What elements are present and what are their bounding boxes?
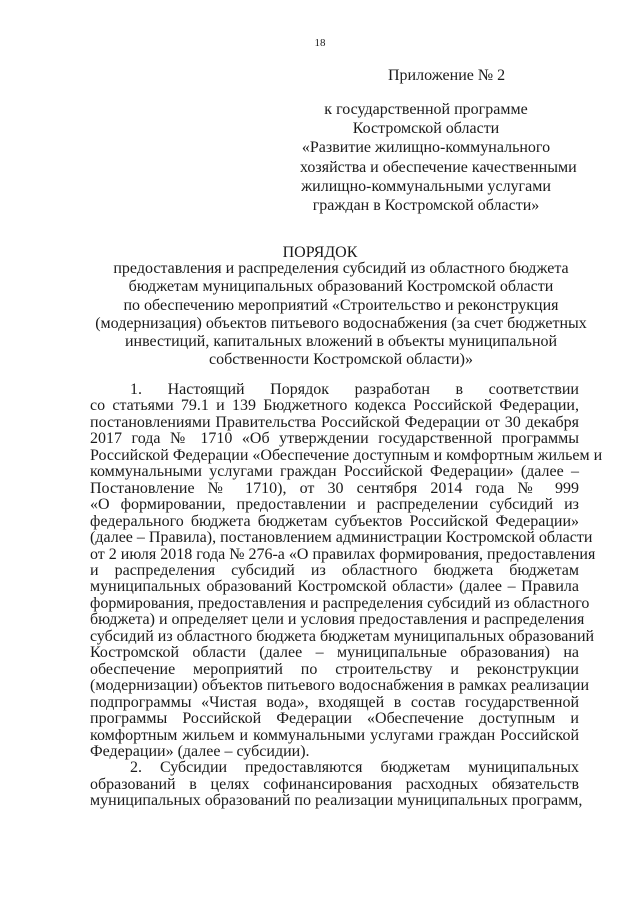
appendix-title: Приложение № 2	[388, 67, 506, 84]
body-line: бюджета) и определяет цели и условия предоставления и распределения	[90, 611, 585, 629]
subtitle-line: собственности Костромской области)»	[209, 351, 473, 369]
body-line: программы Российской Федерации «Обеспечение доступным и	[90, 710, 579, 728]
document-title: ПОРЯДОК	[282, 244, 358, 261]
body-line: «О формировании, предоставлении и распределении субсидий из	[90, 496, 579, 514]
body-line: муниципальных образований Костромской области» (далее – Правила	[90, 578, 579, 596]
body-line: подпрограммы «Чистая вода», входящей в состав государственной	[90, 693, 579, 711]
body-line: образований в целях софинансирования расходных обязательств	[90, 775, 579, 793]
body-line: муниципальных образований по реализации муниципальных программ,	[90, 792, 583, 810]
body-line: (далее – Правила), постановлением администрации Костромской области	[90, 529, 593, 547]
document-body	[90, 381, 603, 810]
subtitle-line: по обеспечению мероприятий «Строительство и реконструкция	[123, 296, 559, 314]
body-line: постановлениями Правительства Российской Федерации от 30 декабря	[90, 413, 579, 431]
body-line: федерального бюджета бюджетам субъектов Российской Федерации»	[90, 512, 579, 530]
subtitle-line: (модернизация) объектов питьевого водоснабжения (за счет бюджетных	[95, 314, 587, 332]
appendix-reference-line: «Развитие жилищно-коммунального	[301, 139, 551, 157]
body-line: и распределения субсидий из областного бюджета бюджетам	[90, 561, 579, 579]
body-line: со статьями 79.1 и 139 Бюджетного кодекса Российской Федерации,	[90, 397, 579, 415]
body-line: коммунальными услугами граждан Российской Федерации» (далее –	[90, 463, 579, 481]
body-line: Костромской области (далее – муниципальные образования) на	[90, 644, 579, 662]
paragraph-1-start: 1. Настоящий Порядок разработан в соответствии	[130, 381, 579, 398]
subtitle-line: бюджетам муниципальных образований Костромской области	[128, 278, 554, 296]
subtitle-line: инвестиций, капитальных вложений в объекты муниципальной	[124, 333, 558, 351]
subtitle-line: предоставления и распределения субсидий из областного бюджета	[113, 260, 569, 277]
page-number: 18	[314, 37, 326, 49]
body-line: (модернизации) объектов питьевого водоснабжения в рамках реализации	[90, 677, 590, 695]
body-line: субсидий из областного бюджета бюджетам муниципальных образований	[90, 627, 595, 645]
body-line: Федерации» (далее – субсидии).	[90, 742, 310, 760]
appendix-reference-line: к государственной программе	[324, 101, 528, 118]
paragraph-2-start: 2. Субсидии предоставляются бюджетам муниципальных	[130, 759, 579, 777]
body-line: комфортным жильем и коммунальными услугами граждан Российской	[90, 726, 579, 744]
appendix-reference-line: граждан в Костромской области»	[312, 197, 540, 215]
body-line: Российской Федерации «Обеспечение доступным и комфортным жильем и	[90, 446, 603, 464]
body-line: формирования, предоставления и распределения субсидий из областного	[90, 594, 590, 612]
appendix-reference	[300, 100, 577, 215]
body-line: от 2 июля 2018 года № 276-а «О правилах формирования, предоставления	[90, 545, 596, 563]
appendix-reference-line: жилищно-коммунальными услугами	[301, 177, 551, 195]
appendix-reference-line: Костромской области	[352, 120, 500, 138]
body-line: обеспечение мероприятий по строительству и реконструкции	[90, 660, 579, 678]
document-subtitle	[90, 260, 592, 370]
body-line: 2017 года № 1710 «Об утверждении государственной программы	[90, 430, 579, 448]
appendix-reference-line: хозяйства и обеспечение качественными	[300, 158, 577, 176]
body-line: Постановление № 1710), от 30 сентября 2014 года № 999	[90, 479, 579, 497]
